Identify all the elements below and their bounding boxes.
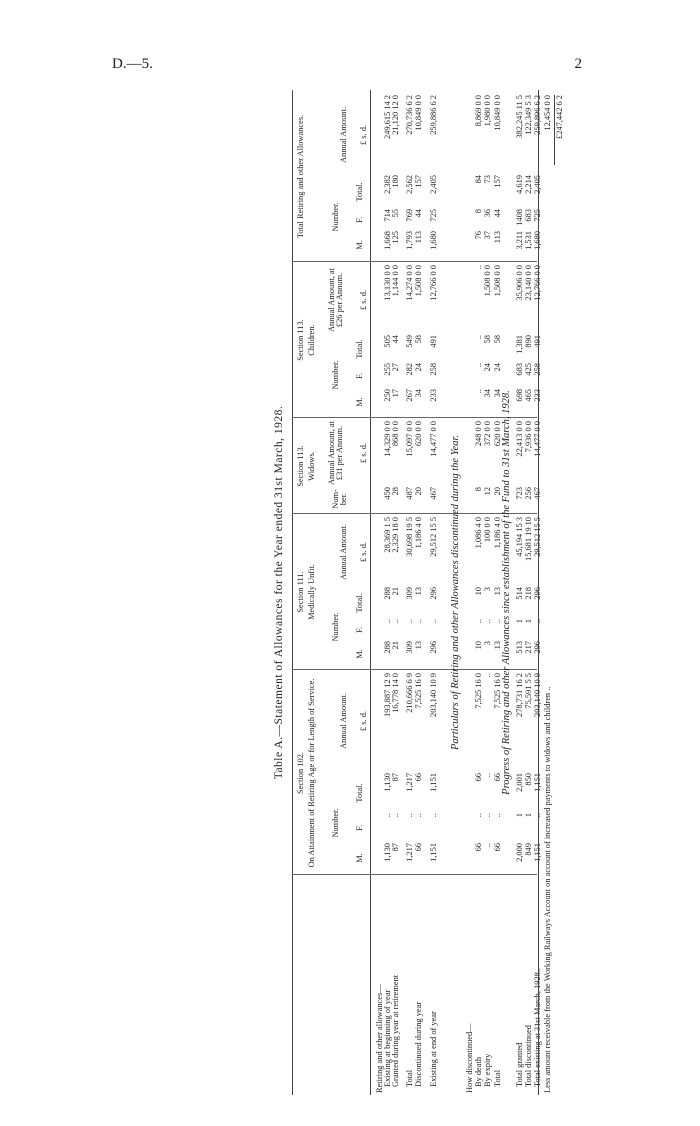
table-cell: 7,936 0 0: [524, 421, 533, 453]
total-number-head: Number.: [331, 202, 340, 232]
s111-title: Section 111.: [296, 571, 305, 613]
table-cell: 2,405: [533, 175, 542, 194]
table-cell: 210,666 6 9: [405, 673, 414, 713]
table-cell: 4,619: [515, 175, 524, 194]
table-cell: 620 0 0: [493, 421, 502, 447]
table-cell: 44: [391, 335, 400, 344]
table-cell: 382,245 11 5: [515, 95, 524, 139]
table-cell: 157: [493, 175, 502, 188]
table-cell: 10: [474, 641, 483, 650]
table-cell: 193,887 12 9: [383, 673, 392, 717]
children-number-head: Number.: [331, 360, 340, 390]
table-cell: 21,120 12 0: [391, 95, 400, 135]
children-amount-head: Annual Amount, at £26 per Annum.: [327, 268, 345, 332]
table-cell: ..: [391, 813, 400, 818]
table-cell: 698: [515, 389, 524, 402]
table-cell: 849: [524, 843, 533, 856]
children-f: F.: [355, 372, 364, 380]
table-cell: 87: [391, 773, 400, 782]
table-cell: 13: [493, 641, 502, 650]
table-cell: 34: [493, 389, 502, 398]
page-number: 2: [574, 56, 582, 72]
table-cell: 100 0 0: [483, 517, 492, 543]
table-cell: ..: [533, 619, 542, 624]
table-cell: 15,681 19 10: [524, 517, 533, 561]
s102-number-head: Number.: [331, 808, 340, 838]
table-cell: 769: [405, 209, 414, 222]
table-cell: 1,130: [383, 773, 392, 792]
table-cell: 125: [391, 231, 400, 244]
table-cell: 467: [429, 487, 438, 500]
table-cell: 7,525 16 0: [414, 673, 423, 709]
table-cell: 620 0 0: [414, 421, 423, 447]
section-heading-discontinued: Particulars of Retiring and other Allowances discontinued during the Year.: [450, 435, 461, 750]
table-cell: 2,000: [515, 843, 524, 862]
table-cell: 3: [483, 587, 492, 592]
table-cell: 66: [414, 843, 423, 852]
section-heading-progress: Progress of Retiring and other Allowances since establishment of the Fund to 31st March, 1928.: [501, 390, 512, 795]
table-cell: 34: [483, 389, 492, 398]
table-cell: 1,508 0 0: [493, 265, 502, 297]
table-cell: 491: [533, 335, 542, 348]
row-label: Granted during year at retirement: [391, 974, 400, 1087]
s102-f: F.: [355, 824, 364, 832]
table-cell: ..: [474, 363, 483, 368]
table-cell: 372 0 0: [483, 421, 492, 447]
s102-m: M.: [355, 853, 364, 863]
table-cell: 890: [524, 335, 533, 348]
table-cell: 35,906 0 0: [515, 265, 524, 301]
table-cell: 10,849 0 0: [414, 95, 423, 131]
s111-annual-head: Annual Amount.: [339, 524, 348, 580]
table-cell: 1,130: [383, 843, 392, 862]
table-cell: 309: [405, 587, 414, 600]
table-cell: ..: [493, 813, 502, 818]
table-cell: 2,214: [524, 175, 533, 194]
table-cell: ..: [474, 389, 483, 394]
table-cell: 21: [391, 641, 400, 650]
table-cell: 723: [515, 487, 524, 500]
table-cell: 203,140 10 9: [533, 673, 542, 717]
table-cell: ..: [429, 619, 438, 624]
table-cell: 76: [474, 231, 483, 240]
table-cell: 157: [414, 175, 423, 188]
table-cell: 15,097 0 0: [405, 421, 414, 457]
table-cell: 36: [483, 209, 492, 218]
children-lsd: £ s. d.: [359, 290, 368, 311]
table-cell: 487: [405, 487, 414, 500]
table-cell: ..: [493, 619, 502, 624]
table-cell: 270,736 6 2: [405, 95, 414, 135]
table-cell: 278,731 16 2: [515, 673, 524, 717]
s113-children-subtitle: Children.: [307, 324, 316, 356]
table-cell: 16,778 14 0: [391, 673, 400, 713]
table-cell: 75,591 5 5: [524, 673, 533, 709]
row-label: Total: [493, 1069, 502, 1087]
total-lsd: £ s. d.: [359, 125, 368, 146]
s102-subtitle: On Attainment of Retiring Age or for Length of Service.: [307, 678, 316, 868]
table-cell: 73: [483, 175, 492, 184]
table-cell: 21: [391, 587, 400, 596]
less-amount: 12,454 0 0: [543, 95, 552, 131]
table-cell: 14,477 0 0: [533, 421, 542, 457]
table-cell: ..: [474, 265, 483, 270]
row-label: By death: [474, 1056, 483, 1087]
s111-subtitle: Medically Unfit.: [307, 564, 316, 620]
table-cell: 1,217: [405, 773, 414, 792]
table-cell: 29,512 15 5: [533, 517, 542, 557]
table-cell: ..: [483, 813, 492, 818]
table-cell: 1,680: [429, 231, 438, 250]
table-cell: 10,849 0 0: [493, 95, 502, 131]
s113-children-title: Section 113.: [296, 319, 305, 361]
table-cell: 467: [533, 487, 542, 500]
table-cell: 203,140 10 9: [429, 673, 438, 717]
table-cell: 20: [493, 487, 502, 496]
table-cell: 27: [391, 363, 400, 372]
s102-title: Section 102.: [296, 752, 305, 794]
table-cell: 58: [414, 335, 423, 344]
table-cell: ..: [383, 813, 392, 818]
table-cell: 2,382: [383, 175, 392, 194]
s111-f: F.: [355, 626, 364, 634]
table-cell: 1,186 4 0: [414, 517, 423, 549]
table-cell: ..: [405, 619, 414, 624]
table-cell: 233: [429, 389, 438, 402]
table-cell: 122,349 5 3: [524, 95, 533, 135]
widows-amount-head: Annual Amount, at £31 per Annum.: [327, 421, 345, 485]
widows-lsd: £ s. d.: [359, 443, 368, 464]
table-cell: 34: [414, 389, 423, 398]
row-label: Existing at beginning of year: [383, 989, 392, 1087]
table-cell: 1: [515, 619, 524, 624]
table-cell: 513: [515, 641, 524, 654]
table-cell: ..: [414, 813, 423, 818]
table-cell: 66: [474, 843, 483, 852]
table-cell: 10: [474, 587, 483, 596]
table-cell: 7,525 16 0: [474, 673, 483, 709]
s102-total: Total.: [355, 783, 364, 803]
table-cell: 13,130 0 0: [383, 265, 392, 301]
row-label: Total granted: [515, 1042, 524, 1087]
table-cell: 66: [474, 773, 483, 782]
table-cell: 1,680: [533, 231, 542, 250]
s113-widows-subtitle: Widows.: [307, 451, 316, 481]
table-cell: 725: [533, 209, 542, 222]
table-cell: 1,793: [405, 231, 414, 250]
table-cell: 14,477 0 0: [429, 421, 438, 457]
table-cell: 868 0 0: [391, 421, 400, 447]
table-cell: 12,766 0 0: [429, 265, 438, 301]
total-allowances-title: Total Retiring and other Allowances.: [296, 114, 305, 239]
table-cell: 66: [493, 773, 502, 782]
table-cell: ..: [414, 619, 423, 624]
table-cell: ..: [483, 843, 492, 848]
table-cell: 12: [483, 487, 492, 496]
table-cell: 2,329 18 0: [391, 517, 400, 553]
table-cell: 8,869 0 0: [474, 95, 483, 127]
table-cell: 2,405: [429, 175, 438, 194]
table-cell: 683: [524, 209, 533, 222]
table-cell: 113: [493, 231, 502, 244]
table-cell: 714: [383, 209, 392, 222]
s113-widows-title: Section 113.: [296, 445, 305, 487]
table-cell: 58: [483, 335, 492, 344]
allowances-table: [270, 90, 564, 1095]
s102-lsd: £ s. d.: [359, 711, 368, 732]
table-cell: 259,896 6 2: [533, 95, 542, 135]
table-cell: ..: [429, 813, 438, 818]
table-cell: 28,369 1 5: [383, 517, 392, 553]
total-f: F.: [355, 216, 364, 224]
table-cell: 8: [474, 209, 483, 214]
table-cell: ..: [483, 673, 492, 678]
widows-num-head: Num-ber.: [331, 489, 349, 509]
table-cell: 20: [414, 487, 423, 496]
table-cell: 514: [515, 587, 524, 600]
table-title: Table A.—Statement of Allowances for the Year ended 31st March, 1928.: [273, 405, 285, 780]
table-cell: 87: [391, 843, 400, 852]
table-cell: 1,151: [533, 843, 542, 862]
table-cell: 23,140 0 0: [524, 265, 533, 301]
table-cell: 2,562: [405, 175, 414, 194]
table-cell: 13: [414, 641, 423, 650]
table-cell: ..: [383, 619, 392, 624]
page-reference: D.—5.: [112, 56, 153, 72]
table-cell: 22,413 0 0: [515, 421, 524, 457]
table-cell: 255: [383, 363, 392, 376]
table-cell: 296: [429, 587, 438, 600]
s111-total: Total.: [355, 593, 364, 613]
table-cell: 44: [493, 209, 502, 218]
table-cell: 45,194 15 3: [515, 517, 524, 557]
row-label: Discontinued during year: [414, 1001, 423, 1087]
table-cell: 549: [405, 335, 414, 348]
table-cell: 465: [524, 389, 533, 402]
row-label: By expiry: [483, 1053, 492, 1087]
table-cell: 1,151: [533, 773, 542, 792]
table-cell: 505: [383, 335, 392, 348]
table-cell: 24: [414, 363, 423, 372]
table-cell: 3,211: [515, 231, 524, 250]
table-cell: 233: [533, 389, 542, 402]
table-cell: 217: [524, 641, 533, 654]
row-label: Total existing at 31st March, 1928..: [533, 968, 542, 1087]
table-cell: 491: [429, 335, 438, 348]
table-cell: 1: [524, 619, 533, 624]
table-cell: ..: [474, 335, 483, 340]
table-cell: ..: [405, 813, 414, 818]
table-cell: 1,217: [405, 843, 414, 862]
table-cell: 256: [524, 487, 533, 500]
table-cell: 13: [414, 587, 423, 596]
table-cell: 29,512 15 5: [429, 517, 438, 557]
table-cell: 84: [474, 175, 483, 184]
table-cell: 1,144 0 0: [391, 265, 400, 297]
table-cell: 12,766 0 0: [533, 265, 542, 301]
table-cell: ..: [391, 619, 400, 624]
table-cell: 37: [483, 231, 492, 240]
table-cell: 1,668: [383, 231, 392, 250]
table-cell: 450: [383, 487, 392, 500]
table-cell: 683: [515, 363, 524, 376]
table-cell: 44: [414, 209, 423, 218]
total-m: M.: [355, 240, 364, 250]
table-cell: 259,886 6 2: [429, 95, 438, 135]
s111-m: M.: [355, 649, 364, 659]
table-cell: 1,186 4 0: [493, 517, 502, 549]
table-cell: 1,508 0 0: [483, 265, 492, 297]
total-total: Total.: [355, 182, 364, 202]
row-label: How discontinued—: [465, 1023, 474, 1093]
table-cell: 1: [524, 813, 533, 818]
table-cell: 288: [383, 587, 392, 600]
table-cell: 180: [391, 175, 400, 188]
table-cell: ..: [533, 813, 542, 818]
table-cell: 288: [383, 641, 392, 654]
net-total: £247,442 6 2: [555, 95, 564, 139]
table-cell: 1,151: [429, 773, 438, 792]
table-cell: 1,151: [429, 843, 438, 862]
table-cell: 113: [414, 231, 423, 244]
total-annual-head: Annual Amount.: [339, 107, 348, 163]
table-cell: 248 0 0: [474, 421, 483, 447]
table-cell: 296: [429, 641, 438, 654]
table-cell: 66: [493, 843, 502, 852]
table-cell: 218: [524, 587, 533, 600]
table-cell: 249,615 14 2: [383, 95, 392, 139]
table-cell: 296: [533, 641, 542, 654]
table-cell: 850: [524, 773, 533, 786]
rotated-table-region: [270, 90, 700, 1093]
s111-number-head: Number.: [331, 612, 340, 642]
table-cell: 725: [429, 209, 438, 222]
table-cell: 1,980 0 0: [483, 95, 492, 127]
table-cell: ..: [474, 619, 483, 624]
table-cell: 13: [493, 587, 502, 596]
table-cell: 17: [391, 389, 400, 398]
s111-lsd: £ s. d.: [359, 542, 368, 563]
table-cell: 425: [524, 363, 533, 376]
s102-annual-head: Annual Amount.: [339, 693, 348, 749]
table-cell: 3: [483, 641, 492, 646]
table-cell: 55: [391, 209, 400, 218]
table-cell: 30,698 19 5: [405, 517, 414, 557]
less-label: Less amount receivable from the Working Railways Account on account of increased payments to widows and children ..: [543, 686, 552, 1093]
row-label: Total discontinued: [524, 1025, 533, 1087]
row-label: Total: [405, 1069, 414, 1087]
table-cell: 14,329 0 0: [383, 421, 392, 457]
table-cell: 1: [515, 813, 524, 818]
table-cell: 1408: [515, 209, 524, 226]
table-cell: 7,525 16 0: [493, 673, 502, 709]
table-cell: 24: [493, 363, 502, 372]
children-m: M.: [355, 397, 364, 407]
table-cell: ..: [474, 813, 483, 818]
table-cell: 1,531: [524, 231, 533, 250]
table-cell: 267: [405, 389, 414, 402]
table-cell: ..: [483, 773, 492, 778]
table-cell: 1,086 4 0: [474, 517, 483, 549]
table-cell: 14,274 0 0: [405, 265, 414, 301]
row-label: Existing at end of year: [429, 1011, 438, 1087]
children-total: Total.: [355, 339, 364, 359]
table-cell: 296: [533, 587, 542, 600]
table-cell: 1,508 0 0: [414, 265, 423, 297]
table-cell: 309: [405, 641, 414, 654]
table-cell: 58: [493, 335, 502, 344]
table-cell: 258: [429, 363, 438, 376]
table-cell: 282: [405, 363, 414, 376]
table-cell: 2,001: [515, 773, 524, 792]
table-cell: 28: [391, 487, 400, 496]
table-cell: 250: [383, 389, 392, 402]
table-cell: 258: [533, 363, 542, 376]
table-cell: 8: [474, 487, 483, 492]
row-label: Retiring and other allowances—: [375, 984, 384, 1093]
table-cell: 24: [483, 363, 492, 372]
table-cell: 66: [414, 773, 423, 782]
table-cell: ..: [483, 619, 492, 624]
table-cell: 1,381: [515, 335, 524, 354]
